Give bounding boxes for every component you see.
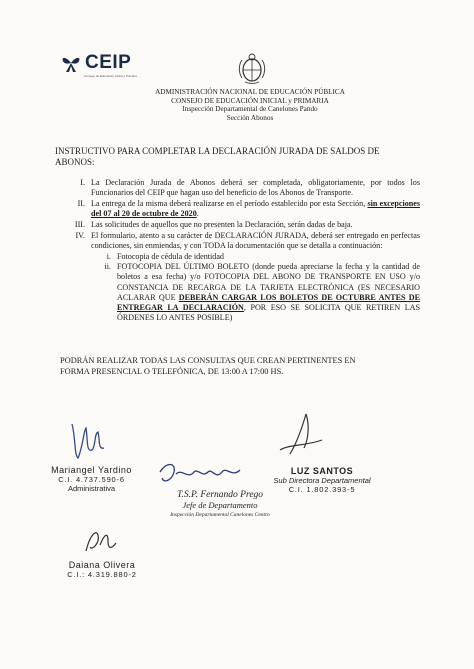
subitem-number: ii. xyxy=(104,262,111,272)
deadline-emphasis: sin excepciones del 07 al 20 de octubre de 2020 xyxy=(91,198,420,219)
signer-role: Sub Directora Departamental xyxy=(273,476,371,485)
ceip-logo xyxy=(60,52,137,78)
item-text-part: . xyxy=(196,209,199,219)
instructions-list xyxy=(55,178,420,323)
list-item xyxy=(91,252,420,262)
item-number: I. xyxy=(80,178,85,187)
signer-name: T.S.P. Fernando Prego xyxy=(176,490,264,500)
institution-header xyxy=(120,88,380,122)
signer-ci: C.I. 4.737.590-6 xyxy=(58,475,125,484)
signature-scribble xyxy=(68,420,108,464)
signature-scribble xyxy=(80,525,120,557)
document-title: INSTRUCTIVO PARA COMPLETAR LA DECLARACIÓN JURADA DE SALDOS DE ABONOS: xyxy=(55,146,380,167)
signature-scribble xyxy=(156,458,246,490)
list-item xyxy=(55,220,420,230)
subitem-text xyxy=(117,262,420,323)
documentation-sublist xyxy=(91,252,420,323)
subitem-text: Fotocopia de cédula de identidad xyxy=(117,251,224,261)
signer-role: Jefe de Departamento xyxy=(182,500,258,510)
item-number: II. xyxy=(77,198,85,208)
list-item xyxy=(91,262,420,323)
ceip-ribbon-icon xyxy=(60,52,82,74)
logo-text: CEIP xyxy=(85,52,132,73)
item-number: III. xyxy=(74,219,85,229)
header-line-4: Sección Abonos xyxy=(226,113,274,122)
signer-office: Inspección Departamental Canelones Centro xyxy=(170,512,270,518)
item-text-part: La entrega de la misma deberá realizarse en el período establecido por esta Sección, xyxy=(91,198,368,208)
closing-note: PODRÁN REALIZAR TODAS LAS CONSULTAS QUE CREAN PERTINENTES EN FORMA PRESENCIAL O TELEFÓNICA, DE 13:00 A 17:00 HS. xyxy=(60,356,356,376)
signature-block-olivera xyxy=(52,560,152,579)
signer-name: Mariangel Yardino xyxy=(51,465,132,475)
signer-name: Daiana Olivera xyxy=(68,560,136,570)
header-line-1: ADMINISTRACIÓN NACIONAL DE EDUCACIÓN PÚBLICA xyxy=(155,88,345,96)
uruguay-coat-of-arms-icon xyxy=(235,52,269,86)
boletos-emphasis: DEBERÁN CARGAR LOS BOLETOS DE OCTUBRE ANTES DE ENTREGAR LA DECLARACIÓN xyxy=(117,292,420,312)
subitem-number: i. xyxy=(106,251,111,261)
signer-ci: C.I. 1.802.393-5 xyxy=(288,485,356,494)
subitem-text-part: FOTOCOPIA DEL ÚLTIMO BOLETO (donde pueda apreciarse la fecha y la cantidad de boletos a esa fecha) y/o FOTOCOPIA DEL ABONO DE TRANSPORTE EN USO y/o CONSTANCIA DE RECARGA DE LA TARJETA ELECTRÓNICA (ES NECESARIO ACLARAR QUE xyxy=(117,262,420,302)
item-text: La Declaración Jurada de Abonos deberá ser completada, obligatoriamente, por todos los Funcionarios del CEIP que hagan uso del beneficio de los Abonos de Transporte. xyxy=(91,178,420,198)
signer-role: Administrativa xyxy=(67,484,116,493)
item-text: El formulario, atento a su carácter de DECLARACIÓN JURADA, deberá ser entregado en perfectas condiciones, sin enmiendas, y con TODA la documentación que se detalla a continuación: xyxy=(91,230,420,250)
signature-block-prego xyxy=(145,490,295,518)
signature-block-yardino xyxy=(44,465,139,493)
subitem-text-part: , POR ESO SE SOLICITA QUE RETIREN LAS ÓRDENES LO ANTES POSIBLE) xyxy=(117,302,420,323)
signer-name: LUZ SANTOS xyxy=(290,466,354,476)
list-item xyxy=(55,199,420,219)
item-text: Las solicitudes de aquellos que no presenten la Declaración, serán dadas de baja. xyxy=(91,219,353,229)
header-line-3: Inspección Departamental de Canelones Pando xyxy=(182,105,318,114)
list-item xyxy=(55,231,420,251)
logo-subtitle: Consejo de Educación Inicial y Primaria xyxy=(84,74,137,78)
list-item xyxy=(55,178,420,198)
item-text xyxy=(91,199,420,219)
signature-scribble xyxy=(276,410,326,460)
header-line-2: CONSEJO DE EDUCACIÓN INICIAL y PRIMARIA xyxy=(171,96,329,105)
signer-ci: C.I.: 4.319.880-2 xyxy=(67,570,137,579)
item-number: IV. xyxy=(75,230,85,240)
